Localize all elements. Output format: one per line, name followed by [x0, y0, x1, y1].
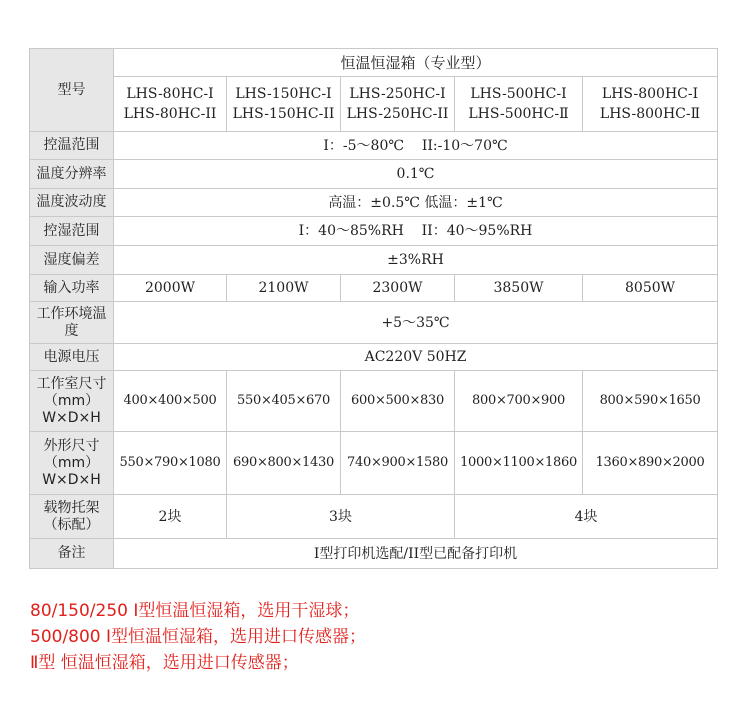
power-value: 8050W [583, 275, 718, 302]
remark-value: I型打印机选配/II型已配备打印机 [114, 539, 718, 569]
chamber-size-value: 400×400×500 [114, 371, 227, 432]
model-cell [227, 77, 341, 132]
model-cell [455, 77, 583, 132]
temp-range-row [30, 132, 718, 160]
model-name: LHS-80HC-II [123, 106, 217, 122]
row-label: 湿度偏差 [30, 246, 114, 275]
humidity-deviation-value: ±3%RH [114, 246, 718, 275]
row-label: 载物托架（标配） [30, 495, 114, 539]
power-value: 2100W [227, 275, 341, 302]
voltage-row [30, 344, 718, 371]
title-row [30, 49, 718, 77]
spec-table [29, 48, 718, 569]
outer-size-value: 550×790×1080 [114, 432, 227, 495]
humidity-range-value: I：40～85%RH II：40～95%RH [114, 217, 718, 246]
shelves-row [30, 495, 718, 539]
temp-resolution-row [30, 160, 718, 189]
note-line: 80/150/250 Ⅰ型恒温恒湿箱，选用干湿球； [30, 601, 360, 621]
chamber-size-value: 800×700×900 [455, 371, 583, 432]
power-value: 2000W [114, 275, 227, 302]
outer-size-value: 740×900×1580 [341, 432, 455, 495]
model-name: LHS-800HC-Ⅰ [601, 86, 699, 102]
temp-resolution-value: 0.1℃ [114, 160, 718, 189]
outer-size-value: 1360×890×2000 [583, 432, 718, 495]
chamber-size-value: 600×500×830 [341, 371, 455, 432]
model-name: LHS-800HC-Ⅱ [599, 106, 701, 122]
env-temp-row [30, 302, 718, 344]
note-line: 500/800 Ⅰ型恒温恒湿箱，选用进口传感器； [30, 627, 367, 647]
model-name: LHS-250HC-I [349, 86, 446, 102]
row-label: 工作环境温度 [30, 302, 114, 344]
row-label: 工作室尺寸（mm）W×D×H [30, 371, 114, 432]
model-cell [341, 77, 455, 132]
row-label: 电源电压 [30, 344, 114, 371]
model-name: LHS-250HC-II [346, 106, 449, 122]
humidity-range-row [30, 217, 718, 246]
env-temp-value: +5～35℃ [114, 302, 718, 344]
table-title: 恒温恒湿箱（专业型） [114, 49, 718, 77]
voltage-value: AC220V 50HZ [114, 344, 718, 371]
model-name: LHS-150HC-II [232, 106, 335, 122]
model-name: LHS-500HC-Ⅰ [470, 86, 567, 102]
model-cell [583, 77, 718, 132]
temp-range-value: I：-5～80℃ II:-10～70℃ [114, 132, 718, 160]
temp-fluctuation-row [30, 189, 718, 217]
model-cell [114, 77, 227, 132]
shelves-value: 4块 [455, 495, 718, 539]
chamber-size-value: 550×405×670 [227, 371, 341, 432]
shelves-value: 3块 [227, 495, 455, 539]
power-value: 3850W [455, 275, 583, 302]
model-name: LHS-500HC-Ⅱ [468, 106, 569, 122]
row-label: 备注 [30, 539, 114, 569]
outer-size-value: 690×800×1430 [227, 432, 341, 495]
model-name: LHS-150HC-I [235, 86, 332, 102]
power-value: 2300W [341, 275, 455, 302]
chamber-size-row [30, 371, 718, 432]
row-label: 温度波动度 [30, 189, 114, 217]
humidity-deviation-row [30, 246, 718, 275]
outer-size-row [30, 432, 718, 495]
model-row [30, 77, 718, 132]
model-name: LHS-80HC-I [126, 86, 214, 102]
notes [30, 598, 366, 676]
power-row [30, 275, 718, 302]
model-label: 型号 [30, 49, 114, 132]
remark-row [30, 539, 718, 569]
note-line: Ⅱ型 恒温恒湿箱，选用进口传感器； [30, 653, 299, 673]
row-label: 控湿范围 [30, 217, 114, 246]
row-label: 温度分辨率 [30, 160, 114, 189]
row-label: 外形尺寸（mm）W×D×H [30, 432, 114, 495]
temp-fluctuation-value: 高温：±0.5℃ 低温：±1℃ [114, 189, 718, 217]
row-label: 输入功率 [30, 275, 114, 302]
outer-size-value: 1000×1100×1860 [455, 432, 583, 495]
chamber-size-value: 800×590×1650 [583, 371, 718, 432]
row-label: 控温范围 [30, 132, 114, 160]
shelves-value: 2块 [114, 495, 227, 539]
